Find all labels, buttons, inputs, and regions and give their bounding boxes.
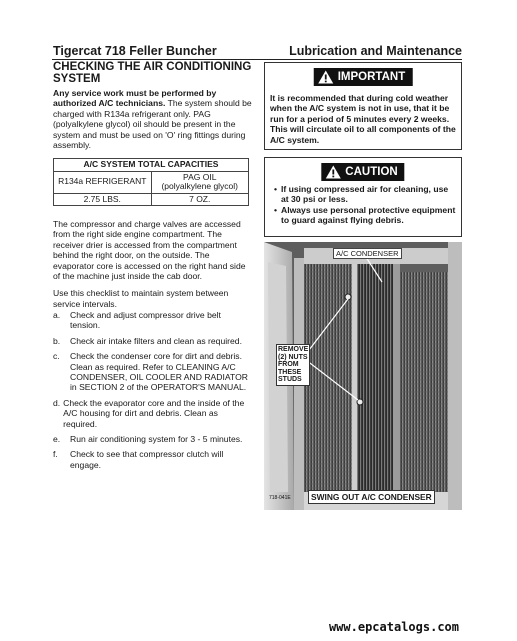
lead-bold: Any service work must be performed by authorized A/C technicians. [53,88,217,109]
capacities-table [53,158,249,206]
figure-id: 718-041E [269,495,291,501]
bullet-icon: • [273,184,277,194]
section-title [53,61,258,85]
condenser-callout: A/C CONDENSER [333,248,402,259]
remove-nuts-callout [276,344,310,386]
caution-item-text: If using compressed air for cleaning, use at 30 psi or less. [281,184,449,205]
capacities-value-row [54,193,249,206]
item-letter: c. [53,351,60,362]
bullet-icon: • [273,204,277,215]
chapter-title: Lubrication and Maintenance [289,44,462,58]
important-notice [264,62,462,150]
item-text: Check the condenser core for dirt and debris. Clean as required. Refer to CLEANING A/C CONDENSER, OIL COOLER AND RADIATOR in SECTION 2 of the OPERATOR'S MANUAL. [70,351,248,393]
warning-triangle-icon [318,70,334,84]
caution-badge-label: CAUTION [345,166,398,178]
item-text: Check and adjust compressor drive belt tension. [70,310,221,331]
callout-line: REMOVE [278,346,309,353]
item-letter: d. [53,397,61,408]
callout-line: FROM [278,361,299,369]
footer-url[interactable]: www.epcatalogs.com [328,620,459,634]
header-divider [52,59,462,60]
item-text: Check to see that compressor clutch will engage. [70,449,224,470]
manual-title: Tigercat 718 Feller Buncher [53,44,217,58]
list-item [53,434,253,444]
refrigerant-label: R134a REFRIGERANT [54,171,152,193]
caution-item-text: Always use personal protective equipment to guard against flying debris. [281,204,456,226]
list-item [53,310,253,331]
important-badge-label: IMPORTANT [337,71,406,83]
caution-item [270,205,457,226]
caution-text [270,184,457,226]
oil-value: 7 OZ. [151,193,249,206]
lead-paragraph [53,88,253,150]
warning-triangle-icon [325,165,341,179]
checklist [53,310,253,475]
lead-rest: The system should be charged with R134a refrigerant only. PAG (polyalkylene glycol) oil should be present in the system and must be used on 'O' ring fittings during assembly. [53,98,252,151]
oil-label-line2: (polyalkylene glycol) [161,181,239,191]
item-letter: b. [53,335,61,346]
access-paragraph: The compressor and charge valves are accessed from the right side engine compartment. The receiver drier is accessed from the compartment behind the right door, on the outside. The evaporator core is accessed on the right hand side of the machine just inside the cab door. [53,219,246,282]
list-item [53,351,253,393]
list-item [53,449,253,470]
section-title-line1: CHECKING THE AIR CONDITIONING [53,61,252,73]
important-text: It is recommended that during cold weather when the A/C system is not in use, that it be run for a period of 5 minutes every 2 weeks. This will circulate oil to all components of the A/C system. [270,93,456,145]
capacities-title: A/C SYSTEM TOTAL CAPACITIES [54,159,249,172]
important-badge [314,68,413,86]
item-letter: f. [53,449,58,460]
item-text: Check air intake filters and clean as required. [70,335,242,346]
refrigerant-value: 2.75 LBS. [54,193,152,206]
section-title-line2: SYSTEM [53,73,101,85]
caution-notice [264,157,462,237]
list-item [53,336,253,346]
photo-caption: SWING OUT A/C CONDENSER [308,490,435,504]
item-letter: e. [53,434,61,445]
checklist-intro: Use this checklist to maintain system between service intervals. [53,288,229,309]
item-text: Check the evaporator core and the inside of the A/C housing for dirt and debris. Clean as required. [63,397,245,429]
callout-line: STUDS [278,376,302,384]
callout-line: THESE [278,368,302,376]
list-item [53,398,253,429]
item-letter: a. [53,310,61,320]
callout-line: (2) NUTS [278,353,308,361]
caution-item [270,184,457,205]
oil-label [151,171,249,193]
caution-badge [321,163,404,181]
capacities-label-row [54,171,249,193]
item-text: Run air conditioning system for 3 - 5 minutes. [70,434,243,445]
body-text [53,219,253,316]
capacities-header-row [54,159,249,172]
oil-label-line1: PAG OIL [183,171,217,182]
